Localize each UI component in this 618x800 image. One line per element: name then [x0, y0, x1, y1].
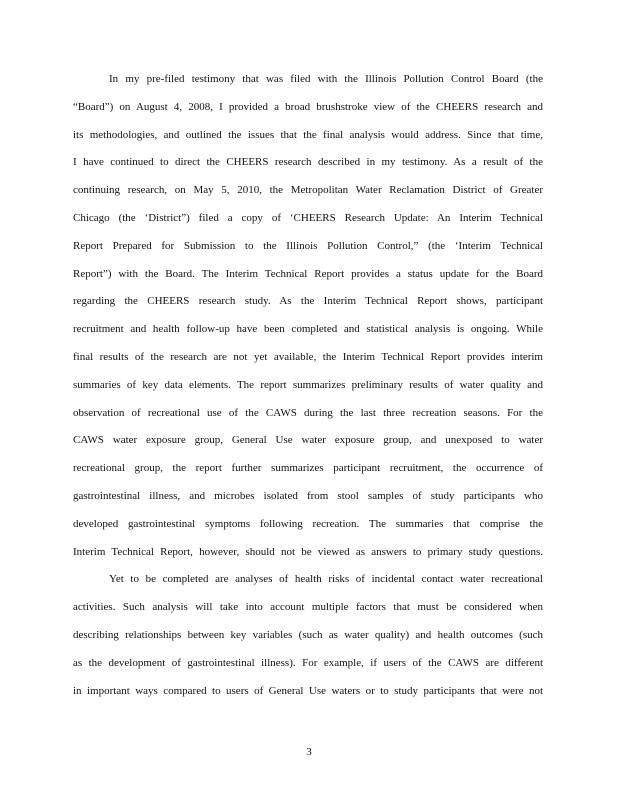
- text-line: recreational group, the report further summarizes participant recruitment, the occurrence of: [73, 462, 543, 475]
- text-line: regarding the CHEERS research study. As the Interim Technical Report shows, participant: [73, 295, 543, 308]
- text-line: summaries of key data elements. The report summarizes preliminary results of water quality and: [73, 378, 543, 391]
- text-line: as the development of gastrointestinal illness). For example, if users of the CAWS are different: [73, 656, 543, 669]
- paragraph-2: [73, 569, 543, 708]
- text-line: developed gastrointestinal symptoms following recreation. The summaries that comprise the: [73, 517, 543, 530]
- text-line: activities. Such analysis will take into account multiple factors that must be considered when: [73, 601, 543, 614]
- document-body: [73, 69, 543, 708]
- paragraph-1: [73, 69, 543, 569]
- text-line: In my pre-filed testimony that was filed with the Illinois Pollution Control Board (the: [109, 73, 543, 85]
- page-number: 3: [306, 746, 312, 758]
- text-line: Report”) with the Board. The Interim Technical Report provides a status update for the Board: [73, 267, 543, 280]
- text-line: recruitment and health follow-up have been completed and statistical analysis is ongoing. While: [73, 323, 543, 336]
- text-line: “Board”) on August 4, 2008, I provided a broad brushstroke view of the CHEERS research and: [73, 100, 543, 113]
- text-line: gastrointestinal illness, and microbes isolated from stool samples of study participants who: [73, 489, 543, 502]
- text-line: continuing research, on May 5, 2010, the Metropolitan Water Reclamation District of Greater: [73, 184, 543, 197]
- text-line: Interim Technical Report, however, should not be viewed as answers to primary study questions.: [73, 545, 543, 558]
- text-line: observation of recreational use of the CAWS during the last three recreation seasons. For the: [73, 406, 543, 419]
- text-line: CAWS water exposure group, General Use water exposure group, and unexposed to water: [73, 434, 543, 447]
- text-line: its methodologies, and outlined the issues that the final analysis would address. Since that time,: [73, 128, 543, 141]
- text-line: Report Prepared for Submission to the Illinois Pollution Control,” (the ‘Interim Technical: [73, 239, 543, 252]
- text-line: I have continued to direct the CHEERS research described in my testimony. As a result of the: [73, 156, 543, 169]
- text-line: Chicago (the ‘District”) filed a copy of ‘CHEERS Research Update: An Interim Technical: [73, 211, 543, 224]
- text-line: in important ways compared to users of General Use waters or to study participants that were not: [73, 684, 543, 697]
- text-line: final results of the research are not yet available, the Interim Technical Report provides interim: [73, 350, 543, 363]
- text-line: Yet to be completed are analyses of health risks of incidental contact water recreational: [109, 573, 543, 586]
- text-line: describing relationships between key variables (such as water quality) and health outcomes (such: [73, 628, 543, 641]
